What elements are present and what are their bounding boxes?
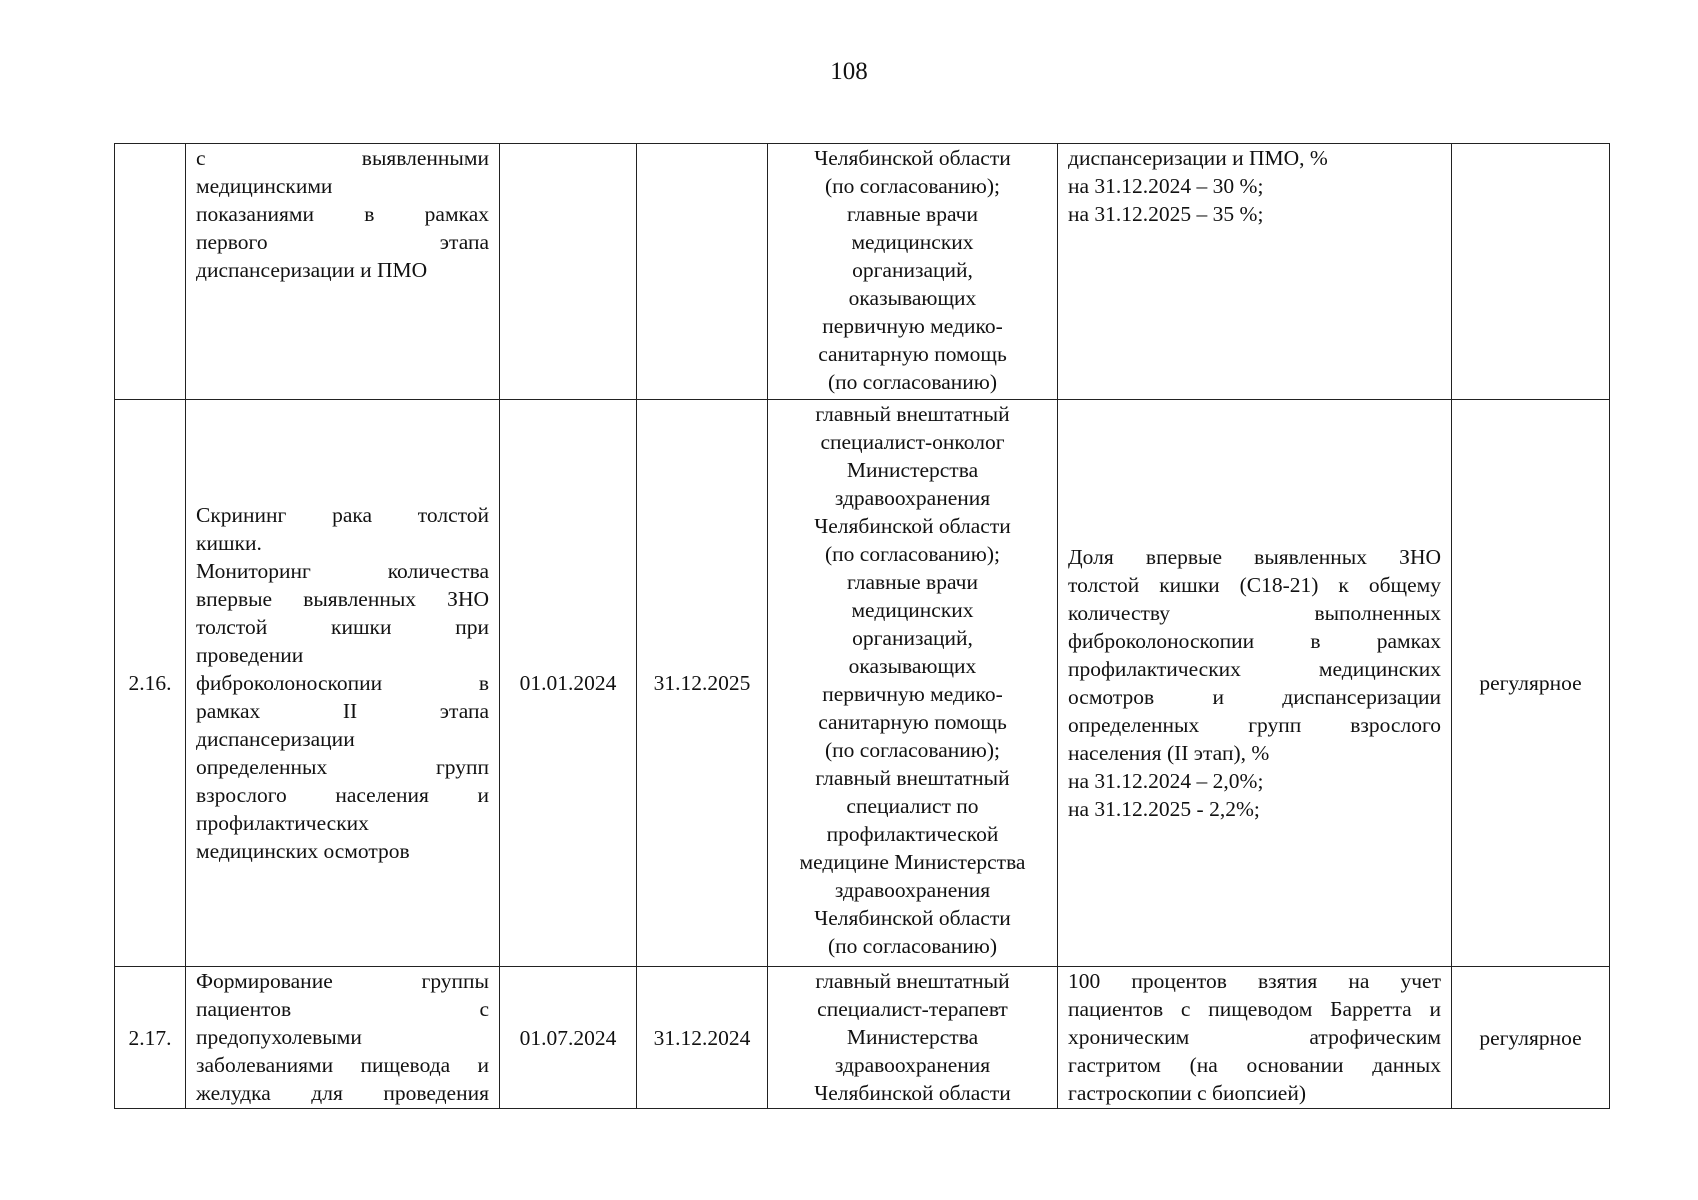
- activity-line: медицинскими: [196, 174, 333, 198]
- indicator-line: на 31.12.2024 – 2,0%;: [1068, 769, 1264, 793]
- start-date-cell: [500, 144, 637, 400]
- indicator-line: 100 процентов взятия на учет: [1068, 969, 1441, 993]
- responsible-line: медицинских: [851, 230, 974, 254]
- responsible-line: Министерства: [846, 1025, 979, 1049]
- responsible-line: специалист по: [846, 794, 979, 818]
- responsible-line: (по согласованию): [827, 370, 998, 394]
- activity-line: предопухолевыми: [196, 1025, 362, 1049]
- responsible-line: Челябинской области: [814, 1081, 1011, 1105]
- responsible-line: первичную медико-: [822, 314, 1003, 338]
- table-row: [115, 967, 1610, 1109]
- indicator-line: на 31.12.2024 – 30 %;: [1068, 174, 1264, 198]
- activity-line: первого этапа: [196, 230, 489, 254]
- activity-line: кишки.: [196, 531, 262, 555]
- indicator-line: определенных групп взрослого: [1068, 713, 1441, 737]
- responsible-line: главный внештатный: [815, 969, 1010, 993]
- table-row: [115, 144, 1610, 400]
- indicator-line: фиброколоноскопии в рамках: [1068, 629, 1441, 653]
- activity-cell: [186, 967, 500, 1109]
- activity-line: диспансеризации: [196, 727, 355, 751]
- activity-line: определенных групп: [196, 755, 489, 779]
- indicator-line: на 31.12.2025 - 2,2%;: [1068, 797, 1260, 821]
- indicator-line: хроническим атрофическим: [1068, 1025, 1441, 1049]
- activity-line: желудка для проведения: [196, 1081, 489, 1105]
- type-cell: регулярное: [1452, 400, 1610, 967]
- responsible-line: (по согласованию);: [825, 174, 1000, 198]
- responsible-line: (по согласованию);: [825, 542, 1000, 566]
- row-number-cell: [115, 144, 186, 400]
- indicator-line: пациентов с пищеводом Барретта и: [1068, 997, 1441, 1021]
- activity-line: толстой кишки при: [196, 615, 489, 639]
- activity-cell: [186, 400, 500, 967]
- indicator-line: гастритом (на основании данных: [1068, 1053, 1441, 1077]
- indicator-line: на 31.12.2025 – 35 %;: [1068, 202, 1264, 226]
- responsible-line: организаций,: [852, 258, 973, 282]
- activity-line: Формирование группы: [196, 969, 489, 993]
- indicator-line: профилактических медицинских: [1068, 657, 1441, 681]
- responsible-line: специалист-онколог: [820, 430, 1005, 454]
- responsible-line: Челябинской области: [814, 514, 1011, 538]
- type-cell: регулярное: [1452, 967, 1610, 1109]
- responsible-cell: [768, 400, 1058, 967]
- responsible-line: медицине Министерства: [799, 850, 1026, 874]
- start-date-cell: 01.01.2024: [500, 400, 637, 967]
- responsible-line: Челябинской области: [814, 906, 1011, 930]
- activity-line: пациентов с: [196, 997, 489, 1021]
- responsible-cell: [768, 967, 1058, 1109]
- activity-line: впервые выявленных ЗНО: [196, 587, 489, 611]
- responsible-line: (по согласованию);: [825, 738, 1000, 762]
- indicator-cell: [1058, 967, 1452, 1109]
- activity-line: проведении: [196, 643, 304, 667]
- activity-line: с выявленными: [196, 146, 489, 170]
- responsible-line: здравоохранения: [834, 1053, 991, 1077]
- responsible-line: (по согласованию): [827, 934, 998, 958]
- activity-line: рамках II этапа: [196, 699, 489, 723]
- type-cell: [1452, 144, 1610, 400]
- indicator-line: диспансеризации и ПМО, %: [1068, 146, 1328, 170]
- indicator-line: толстой кишки (С18-21) к общему: [1068, 573, 1441, 597]
- responsible-line: Министерства: [846, 458, 979, 482]
- activity-line: фиброколоноскопии в: [196, 671, 489, 695]
- responsible-line: главные врачи: [847, 570, 978, 594]
- plan-table: [114, 143, 1610, 1109]
- responsible-line: профилактической: [826, 822, 999, 846]
- responsible-line: Челябинской области: [814, 146, 1011, 170]
- indicator-cell: [1058, 400, 1452, 967]
- indicator-cell: [1058, 144, 1452, 400]
- indicator-line: населения (II этап), %: [1068, 741, 1270, 765]
- responsible-line: специалист-терапевт: [817, 997, 1008, 1021]
- indicator-line: осмотров и диспансеризации: [1068, 685, 1441, 709]
- responsible-line: первичную медико-: [822, 682, 1003, 706]
- row-number-cell: 2.17.: [115, 967, 186, 1109]
- activity-line: медицинских осмотров: [196, 839, 410, 863]
- row-number-cell: 2.16.: [115, 400, 186, 967]
- activity-line: профилактических: [196, 811, 369, 835]
- activity-line: Мониторинг количества: [196, 559, 489, 583]
- indicator-line: количеству выполненных: [1068, 601, 1441, 625]
- start-date-cell: 01.07.2024: [500, 967, 637, 1109]
- responsible-line: здравоохранения: [834, 486, 991, 510]
- end-date-cell: 31.12.2024: [637, 967, 768, 1109]
- page-number: 108: [830, 58, 868, 85]
- activity-line: взрослого населения и: [196, 783, 489, 807]
- activity-line: заболеваниями пищевода и: [196, 1053, 489, 1077]
- responsible-line: главный внештатный: [815, 402, 1010, 426]
- responsible-line: главный внештатный: [815, 766, 1010, 790]
- responsible-line: организаций,: [852, 626, 973, 650]
- responsible-line: здравоохранения: [834, 878, 991, 902]
- responsible-line: санитарную помощь: [818, 710, 1007, 734]
- responsible-line: оказывающих: [848, 654, 977, 678]
- end-date-cell: 31.12.2025: [637, 400, 768, 967]
- indicator-line: Доля впервые выявленных ЗНО: [1068, 545, 1441, 569]
- responsible-line: оказывающих: [848, 286, 977, 310]
- activity-line: Скрининг рака толстой: [196, 503, 489, 527]
- indicator-line: гастроскопии с биопсией): [1068, 1081, 1307, 1105]
- activity-line: диспансеризации и ПМО: [196, 258, 428, 282]
- responsible-line: медицинских: [851, 598, 974, 622]
- activity-line: показаниями в рамках: [196, 202, 489, 226]
- end-date-cell: [637, 144, 768, 400]
- responsible-line: санитарную помощь: [818, 342, 1007, 366]
- responsible-cell: [768, 144, 1058, 400]
- activity-cell: [186, 144, 500, 400]
- table-row: [115, 400, 1610, 967]
- responsible-line: главные врачи: [847, 202, 978, 226]
